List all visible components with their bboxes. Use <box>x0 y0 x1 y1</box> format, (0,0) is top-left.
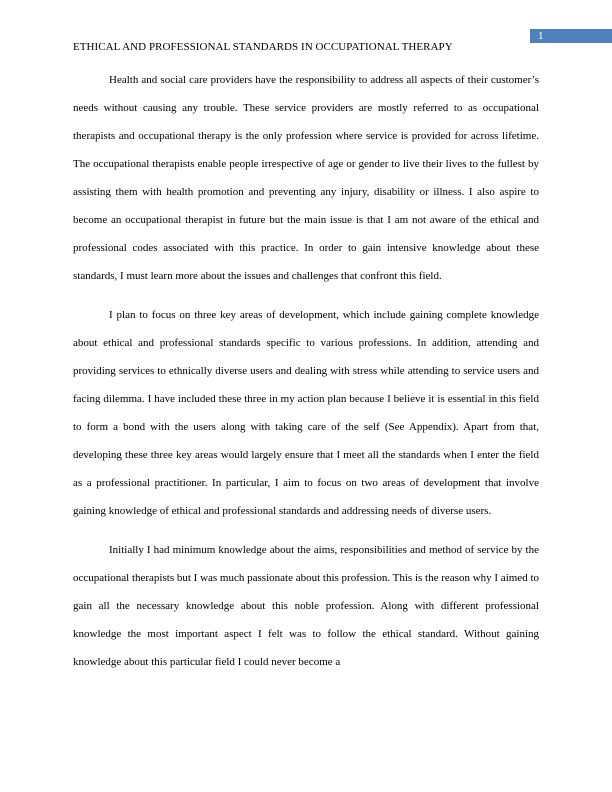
body-paragraph-1: Health and social care providers have the responsibility to address all aspects of their customer’s needs without causing any trouble. These service providers are mostly referred to as occupational therapists and occupational therapy is the only profession where service is provided for across lifetime. The occupational therapists enable people irrespective of age or gender to live their lives to the fullest by assisting them with health promotion and preventing any injury, disability or illness. I also aspire to become an occupational therapist in future but the main issue is that I am not aware of the ethical and professional codes associated with this practice. In order to gain intensive knowledge about these standards, I must learn more about the issues and challenges that confront this field. <box>73 74 539 282</box>
page-number: 1 <box>538 30 544 42</box>
body-paragraph-2: I plan to focus on three key areas of development, which include gaining complete knowledge about ethical and professional standards specific to various professions. In addition, attending and providing services to ethnically diverse users and dealing with stress while attending to service users and facing dilemma. I have included these three in my action plan because I believe it is essential in this field to form a bond with the users along with taking care of the self (See Appendix). Apart from that, developing these three key areas would largely ensure that I meet all the standards when I enter the field as a professional practitioner. In particular, I aim to focus on two areas of development that involve gaining knowledge of ethical and professional standards and addressing needs of diverse users. <box>73 309 539 517</box>
running-head: ETHICAL AND PROFESSIONAL STANDARDS IN OCCUPATIONAL THERAPY <box>73 41 453 53</box>
document-body <box>73 66 539 687</box>
body-paragraph-3: Initially I had minimum knowledge about the aims, responsibilities and method of service by the occupational therapists but I was much passionate about this profession. This is the reason why I aimed to gain all the necessary knowledge about this noble profession. Along with different professional knowledge the most important aspect I felt was to follow the ethical standard. Without gaining knowledge about this particular field I could never become a <box>73 544 539 668</box>
